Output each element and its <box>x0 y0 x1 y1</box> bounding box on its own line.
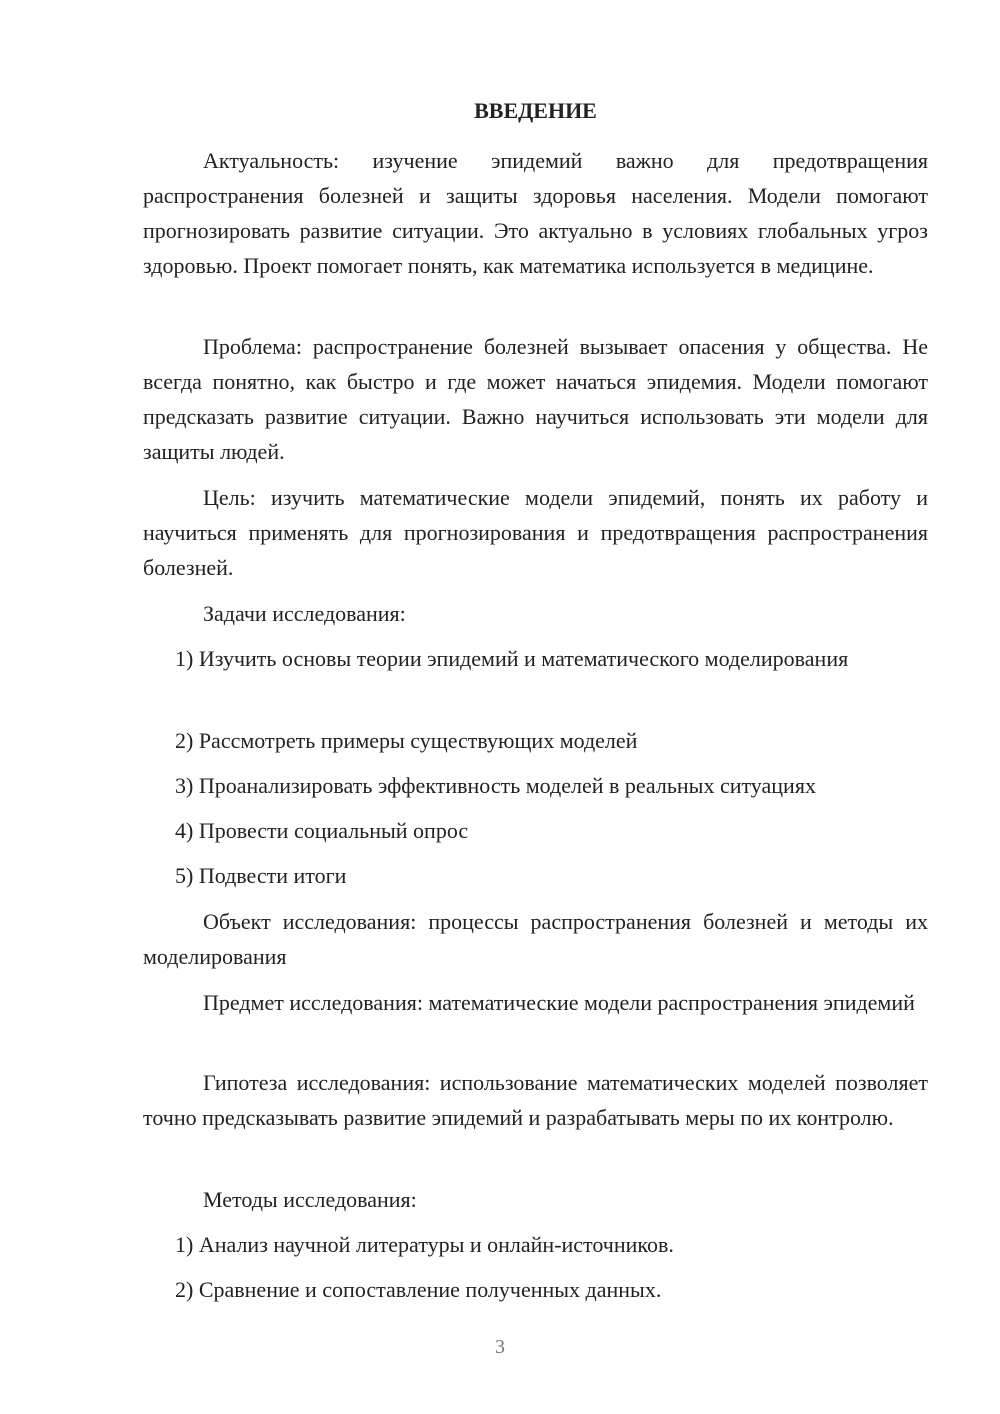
task-item-3: 3) Проанализировать эффективность моделей в реальных ситуациях <box>175 773 816 798</box>
task-item-5: 5) Подвести итоги <box>175 863 347 888</box>
method-item-2: 2) Сравнение и сопоставление полученных данных. <box>175 1277 662 1302</box>
task-item-2: 2) Рассмотреть примеры существующих моделей <box>175 728 638 753</box>
problem-paragraph: Проблема: распространение болезней вызывает опасения у общества. Не всегда понятно, как быстро и где может начаться эпидемия. Модели помогают предсказать развитие ситуации. Важно научиться использовать эти модели для защиты людей. <box>143 334 928 464</box>
object-paragraph: Объект исследования: процессы распространения болезней и методы их моделирования <box>143 909 928 969</box>
tasks-title: Задачи исследования: <box>203 601 406 626</box>
task-item-1: 1) Изучить основы теории эпидемий и математического моделирования <box>175 646 849 671</box>
section-heading: ВВЕДЕНИЕ <box>474 98 597 123</box>
goal-paragraph: Цель: изучить математические модели эпидемий, понять их работу и научиться применять для прогнозирования и предотвращения распространения болезней. <box>143 485 928 580</box>
hypothesis-paragraph: Гипотеза исследования: использование математических моделей позволяет точно предсказывать развитие эпидемий и разрабатывать меры по их контролю. <box>143 1070 928 1130</box>
page-number: 3 <box>495 1336 505 1358</box>
task-item-4: 4) Провести социальный опрос <box>175 818 469 843</box>
methods-title: Методы исследования: <box>203 1187 417 1212</box>
relevance-paragraph: Актуальность: изучение эпидемий важно для предотвращения распространения болезней и защиты здоровья населения. Модели помогают прогнозировать развитие ситуации. Это актуально в условиях глобальных угроз здоровью. Проект помогает понять, как математика используется в медицине. <box>143 148 928 278</box>
method-item-1: 1) Анализ научной литературы и онлайн-источников. <box>175 1232 674 1257</box>
subject-paragraph: Предмет исследования: математические модели распространения эпидемий <box>203 990 915 1015</box>
